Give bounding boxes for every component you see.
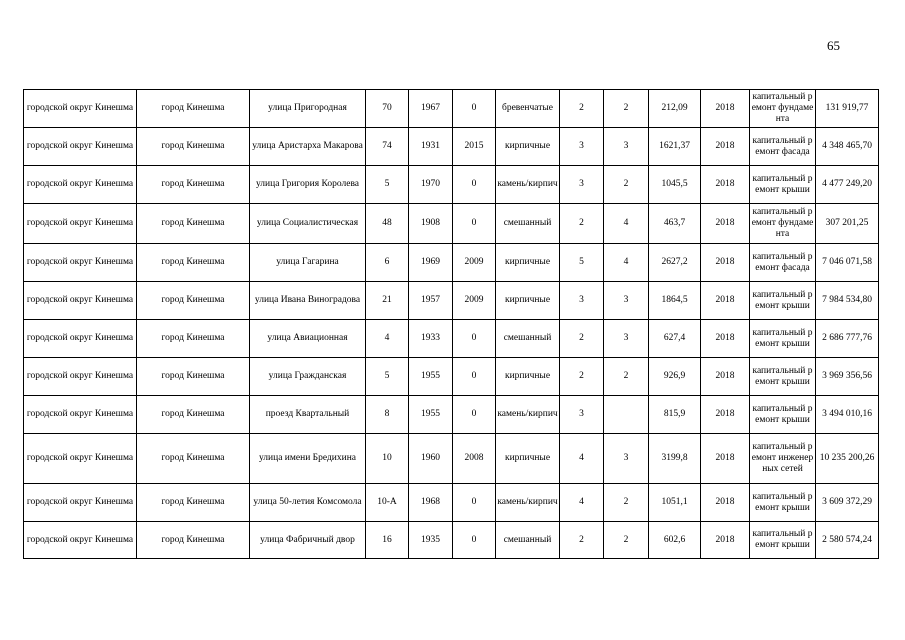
plan-year-cell: 2018 <box>701 484 750 522</box>
year-built-cell: 1933 <box>409 320 453 358</box>
work-type-cell: капитальный ремонт фасада <box>750 244 816 282</box>
year-overhaul-cell: 2009 <box>453 244 496 282</box>
area-cell: 463,7 <box>649 204 701 244</box>
area-cell: 602,6 <box>649 522 701 559</box>
table-row <box>24 244 879 282</box>
district-cell: городской округ Кинешма <box>24 396 137 434</box>
city-cell: город Кинешма <box>137 204 250 244</box>
district-cell: городской округ Кинешма <box>24 484 137 522</box>
cost-cell: 3 969 356,56 <box>816 358 879 396</box>
area-cell: 627,4 <box>649 320 701 358</box>
house-number-cell: 16 <box>366 522 409 559</box>
work-type-cell: капитальный ремонт крыши <box>750 320 816 358</box>
entrances-cell: 3 <box>604 128 649 166</box>
house-number-cell: 70 <box>366 90 409 128</box>
year-built-cell: 1931 <box>409 128 453 166</box>
street-cell: улица Социалистическая <box>250 204 366 244</box>
wall-material-cell: камень/кирпич <box>496 396 560 434</box>
cost-cell: 3 494 010,16 <box>816 396 879 434</box>
work-type-cell: капитальный ремонт фундамента <box>750 204 816 244</box>
wall-material-cell: кирпичные <box>496 282 560 320</box>
floors-cell: 2 <box>560 90 604 128</box>
work-type-cell: капитальный ремонт фасада <box>750 128 816 166</box>
year-built-cell: 1968 <box>409 484 453 522</box>
city-cell: город Кинешма <box>137 320 250 358</box>
area-cell: 212,09 <box>649 90 701 128</box>
house-number-cell: 10 <box>366 434 409 484</box>
city-cell: город Кинешма <box>137 90 250 128</box>
floors-cell: 2 <box>560 204 604 244</box>
year-built-cell: 1969 <box>409 244 453 282</box>
year-overhaul-cell: 0 <box>453 522 496 559</box>
floors-cell: 4 <box>560 434 604 484</box>
area-cell: 926,9 <box>649 358 701 396</box>
entrances-cell: 2 <box>604 90 649 128</box>
city-cell: город Кинешма <box>137 166 250 204</box>
floors-cell: 3 <box>560 128 604 166</box>
table-row <box>24 358 879 396</box>
wall-material-cell: кирпичные <box>496 434 560 484</box>
district-cell: городской округ Кинешма <box>24 522 137 559</box>
cost-cell: 10 235 200,26 <box>816 434 879 484</box>
entrances-cell: 2 <box>604 522 649 559</box>
wall-material-cell: камень/кирпич <box>496 484 560 522</box>
cost-cell: 7 984 534,80 <box>816 282 879 320</box>
entrances-cell <box>604 396 649 434</box>
plan-year-cell: 2018 <box>701 434 750 484</box>
house-number-cell: 4 <box>366 320 409 358</box>
street-cell: улица Гагарина <box>250 244 366 282</box>
entrances-cell: 3 <box>604 282 649 320</box>
street-cell: улица Аристарха Макарова <box>250 128 366 166</box>
year-built-cell: 1960 <box>409 434 453 484</box>
table-row <box>24 282 879 320</box>
area-cell: 1864,5 <box>649 282 701 320</box>
year-overhaul-cell: 2008 <box>453 434 496 484</box>
cost-cell: 4 348 465,70 <box>816 128 879 166</box>
area-cell: 1045,5 <box>649 166 701 204</box>
street-cell: улица Авиационная <box>250 320 366 358</box>
cost-cell: 7 046 071,58 <box>816 244 879 282</box>
house-number-cell: 74 <box>366 128 409 166</box>
work-type-cell: капитальный ремонт крыши <box>750 484 816 522</box>
district-cell: городской округ Кинешма <box>24 282 137 320</box>
plan-year-cell: 2018 <box>701 244 750 282</box>
city-cell: город Кинешма <box>137 484 250 522</box>
table-row <box>24 484 879 522</box>
entrances-cell: 2 <box>604 166 649 204</box>
area-cell: 3199,8 <box>649 434 701 484</box>
table-row <box>24 434 879 484</box>
work-type-cell: капитальный ремонт крыши <box>750 166 816 204</box>
city-cell: город Кинешма <box>137 522 250 559</box>
floors-cell: 2 <box>560 358 604 396</box>
plan-year-cell: 2018 <box>701 320 750 358</box>
year-built-cell: 1908 <box>409 204 453 244</box>
plan-year-cell: 2018 <box>701 128 750 166</box>
district-cell: городской округ Кинешма <box>24 358 137 396</box>
floors-cell: 5 <box>560 244 604 282</box>
district-cell: городской округ Кинешма <box>24 166 137 204</box>
year-built-cell: 1957 <box>409 282 453 320</box>
entrances-cell: 3 <box>604 320 649 358</box>
entrances-cell: 2 <box>604 358 649 396</box>
cost-cell: 3 609 372,29 <box>816 484 879 522</box>
entrances-cell: 3 <box>604 434 649 484</box>
district-cell: городской округ Кинешма <box>24 128 137 166</box>
area-cell: 2627,2 <box>649 244 701 282</box>
work-type-cell: капитальный ремонт крыши <box>750 358 816 396</box>
floors-cell: 3 <box>560 282 604 320</box>
year-overhaul-cell: 0 <box>453 396 496 434</box>
house-number-cell: 8 <box>366 396 409 434</box>
street-cell: улица Григория Королева <box>250 166 366 204</box>
house-number-cell: 48 <box>366 204 409 244</box>
street-cell: улица Ивана Виноградова <box>250 282 366 320</box>
year-overhaul-cell: 0 <box>453 320 496 358</box>
work-type-cell: капитальный ремонт крыши <box>750 522 816 559</box>
work-type-cell: капитальный ремонт инженерных сетей <box>750 434 816 484</box>
area-cell: 1051,1 <box>649 484 701 522</box>
floors-cell: 4 <box>560 484 604 522</box>
year-built-cell: 1970 <box>409 166 453 204</box>
year-overhaul-cell: 2015 <box>453 128 496 166</box>
year-built-cell: 1935 <box>409 522 453 559</box>
table-row <box>24 204 879 244</box>
page-number: 65 <box>827 38 840 53</box>
house-number-cell: 10-А <box>366 484 409 522</box>
district-cell: городской округ Кинешма <box>24 204 137 244</box>
wall-material-cell: кирпичные <box>496 128 560 166</box>
table-row <box>24 128 879 166</box>
floors-cell: 2 <box>560 320 604 358</box>
table-row <box>24 522 879 559</box>
entrances-cell: 2 <box>604 484 649 522</box>
table-row <box>24 90 879 128</box>
cost-cell: 2 686 777,76 <box>816 320 879 358</box>
year-overhaul-cell: 2009 <box>453 282 496 320</box>
city-cell: город Кинешма <box>137 358 250 396</box>
street-cell: улица имени Бредихина <box>250 434 366 484</box>
wall-material-cell: смешанный <box>496 522 560 559</box>
plan-year-cell: 2018 <box>701 396 750 434</box>
table-row <box>24 166 879 204</box>
district-cell: городской округ Кинешма <box>24 434 137 484</box>
table-row <box>24 396 879 434</box>
city-cell: город Кинешма <box>137 128 250 166</box>
district-cell: городской округ Кинешма <box>24 320 137 358</box>
cost-cell: 2 580 574,24 <box>816 522 879 559</box>
wall-material-cell: кирпичные <box>496 358 560 396</box>
street-cell: проезд Квартальный <box>250 396 366 434</box>
house-number-cell: 6 <box>366 244 409 282</box>
entrances-cell: 4 <box>604 244 649 282</box>
year-overhaul-cell: 0 <box>453 204 496 244</box>
city-cell: город Кинешма <box>137 434 250 484</box>
area-cell: 1621,37 <box>649 128 701 166</box>
wall-material-cell: бревенчатые <box>496 90 560 128</box>
floors-cell: 3 <box>560 166 604 204</box>
wall-material-cell: кирпичные <box>496 244 560 282</box>
work-type-cell: капитальный ремонт крыши <box>750 282 816 320</box>
table-row <box>24 320 879 358</box>
plan-year-cell: 2018 <box>701 204 750 244</box>
street-cell: улица 50-летия Комсомола <box>250 484 366 522</box>
district-cell: городской округ Кинешма <box>24 90 137 128</box>
floors-cell: 3 <box>560 396 604 434</box>
house-number-cell: 5 <box>366 358 409 396</box>
city-cell: город Кинешма <box>137 396 250 434</box>
street-cell: улица Фабричный двор <box>250 522 366 559</box>
city-cell: город Кинешма <box>137 244 250 282</box>
plan-year-cell: 2018 <box>701 522 750 559</box>
year-built-cell: 1967 <box>409 90 453 128</box>
plan-year-cell: 2018 <box>701 282 750 320</box>
wall-material-cell: камень/кирпич <box>496 166 560 204</box>
year-overhaul-cell: 0 <box>453 358 496 396</box>
plan-year-cell: 2018 <box>701 90 750 128</box>
year-overhaul-cell: 0 <box>453 484 496 522</box>
floors-cell: 2 <box>560 522 604 559</box>
street-cell: улица Гражданская <box>250 358 366 396</box>
year-built-cell: 1955 <box>409 396 453 434</box>
entrances-cell: 4 <box>604 204 649 244</box>
plan-year-cell: 2018 <box>701 166 750 204</box>
work-type-cell: капитальный ремонт крыши <box>750 396 816 434</box>
year-overhaul-cell: 0 <box>453 90 496 128</box>
street-cell: улица Пригородная <box>250 90 366 128</box>
district-cell: городской округ Кинешма <box>24 244 137 282</box>
city-cell: город Кинешма <box>137 282 250 320</box>
plan-year-cell: 2018 <box>701 358 750 396</box>
wall-material-cell: смешанный <box>496 204 560 244</box>
house-number-cell: 21 <box>366 282 409 320</box>
overhaul-table <box>23 89 879 559</box>
year-overhaul-cell: 0 <box>453 166 496 204</box>
wall-material-cell: смешанный <box>496 320 560 358</box>
year-built-cell: 1955 <box>409 358 453 396</box>
area-cell: 815,9 <box>649 396 701 434</box>
cost-cell: 307 201,25 <box>816 204 879 244</box>
work-type-cell: капитальный ремонт фундамента <box>750 90 816 128</box>
house-number-cell: 5 <box>366 166 409 204</box>
cost-cell: 4 477 249,20 <box>816 166 879 204</box>
cost-cell: 131 919,77 <box>816 90 879 128</box>
